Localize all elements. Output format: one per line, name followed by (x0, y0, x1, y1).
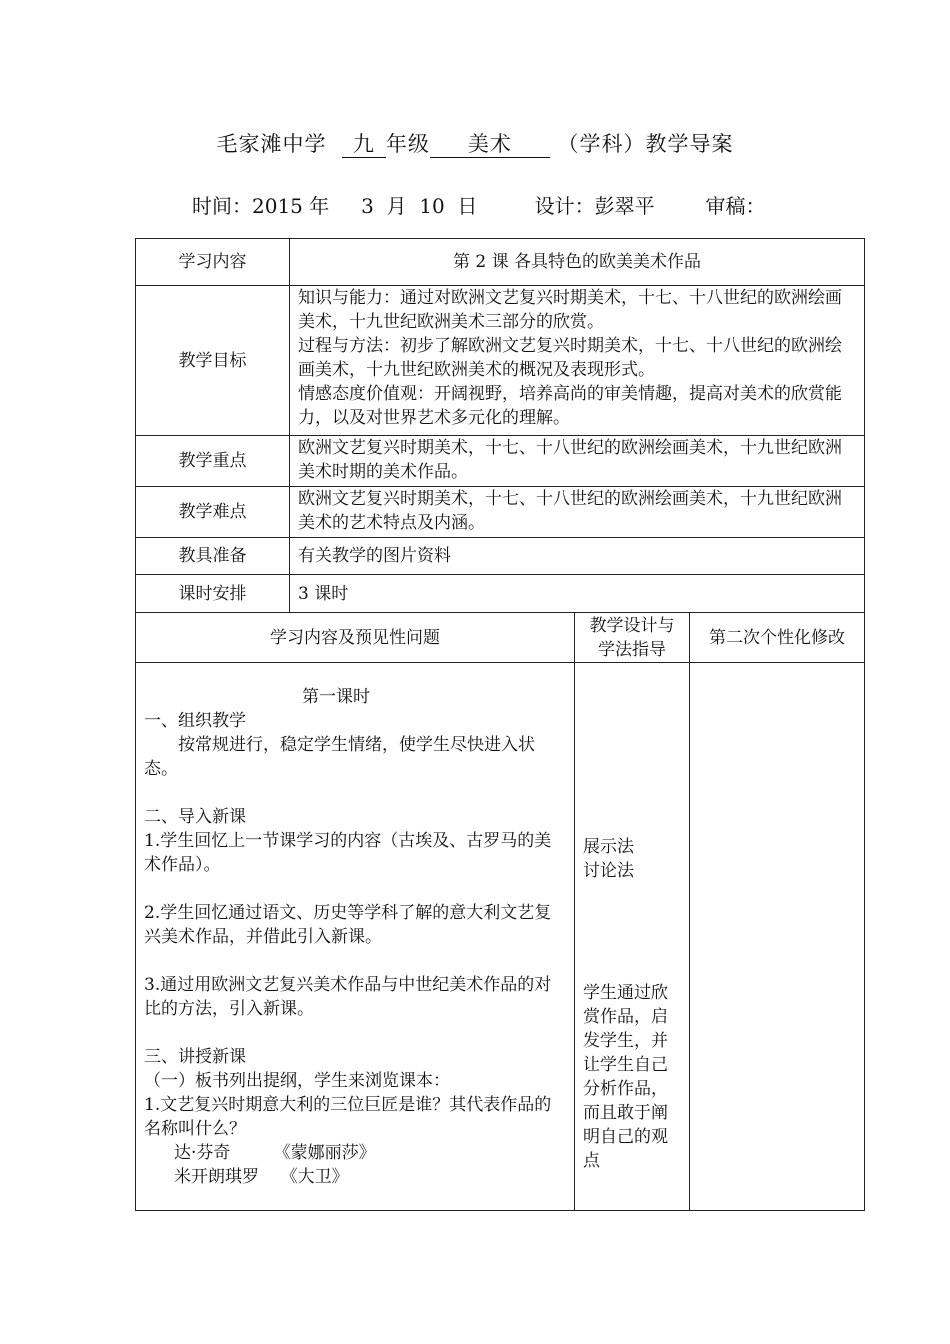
key-value: 欧洲文艺复兴时期美术，十七、十八世纪的欧洲绘画美术，十九世纪欧洲美术时期的美术作品。 (290, 436, 865, 487)
row-tools (136, 538, 865, 575)
content-value: 第 2 课 各具特色的欧美美术作品 (290, 239, 865, 286)
row-lesson-body (136, 663, 865, 1211)
section3-title: 三、讲授新课 (144, 1047, 246, 1067)
col2-header-line1: 教学设计与 (589, 615, 675, 636)
method-discussion: 讨论法 (583, 861, 634, 881)
goal-content (290, 286, 865, 436)
section3-subtitle: （一）板书列出提纲，学生来浏览课本： (144, 1071, 450, 1091)
guidance-note: 学生通过欣赏作品，启发学生，并让学生自己分析作品，而且敢于阐明自己的观点 (583, 983, 668, 1171)
col2-header-line2: 学法指导 (598, 639, 666, 660)
section1-title: 一、组织教学 (144, 711, 246, 731)
row-schedule (136, 575, 865, 613)
section2-title: 二、导入新课 (144, 807, 246, 827)
row-difficulty (136, 487, 865, 538)
col2-header (575, 613, 690, 663)
school-name: 毛家滩中学 (216, 132, 327, 156)
section2-item2: 2.学生回忆通过语文、历史等学科了解的意大利文艺复兴美术作品，并借此引入新课。 (144, 903, 552, 947)
difficulty-value: 欧洲文艺复兴时期美术，十七、十八世纪的欧洲绘画美术，十九世纪欧洲美术的艺术特点及内涵。 (290, 487, 865, 538)
year-unit: 年 (309, 194, 330, 218)
work-name: 《大卫》 (280, 1167, 349, 1187)
row-key (136, 436, 865, 487)
col3-header: 第二次个性化修改 (690, 613, 865, 663)
designer-label: 设计： (534, 194, 595, 218)
time-label: 时间： (192, 194, 252, 218)
grade-value: 九 (342, 131, 386, 158)
month-value: 3 (361, 194, 374, 218)
goal-process: 过程与方法：初步了解欧洲文艺复兴时期美术，十七、十八世纪的欧洲绘画美术，十九世纪欧洲美术的概况及表现形式。 (298, 336, 842, 380)
content-label: 学习内容 (136, 239, 290, 286)
day-unit: 日 (457, 194, 478, 218)
tools-label: 教具准备 (136, 538, 290, 575)
lesson-plan-table (135, 238, 865, 1211)
row-goals (136, 286, 865, 436)
title-suffix: （学科）教学导案 (557, 132, 734, 156)
designer-value: 彭翠平 (594, 194, 655, 218)
row-content (136, 239, 865, 286)
artist-name: 米开朗琪罗 (174, 1167, 259, 1187)
lesson-content-cell (136, 663, 575, 1211)
work-name: 《蒙娜丽莎》 (273, 1143, 376, 1163)
method-demo: 展示法 (583, 837, 634, 857)
month-unit: 月 (386, 194, 407, 218)
schedule-value: 3 课时 (290, 575, 865, 613)
difficulty-label: 教学难点 (136, 487, 290, 538)
tools-value: 有关教学的图片资料 (290, 538, 865, 575)
reviewer-label: 审稿： (705, 194, 766, 218)
goal-label: 教学目标 (136, 286, 290, 436)
revision-cell (690, 663, 865, 1211)
section1-text: 按常规进行，稳定学生情绪，使学生尽快进入状态。 (144, 735, 535, 779)
key-label: 教学重点 (136, 436, 290, 487)
col1-header: 学习内容及预见性问题 (136, 613, 575, 663)
section2-item1: 1.学生回忆上一节课学习的内容（古埃及、古罗马的美术作品）。 (144, 831, 552, 875)
work-item (144, 1141, 568, 1165)
work-item (144, 1165, 568, 1189)
subject-value: 美术 (430, 131, 550, 158)
year-value: 2015 (252, 194, 303, 218)
day-value: 10 (419, 194, 445, 218)
section3-question1: 1.文艺复兴时期意大利的三位巨匠是谁？其代表作品的名称叫什么？ (144, 1095, 552, 1139)
section2-item3: 3.通过用欧洲文艺复兴美术作品与中世纪美术作品的对比的方法，引入新课。 (144, 975, 552, 1019)
guidance-cell (575, 663, 690, 1211)
goal-emotion: 情感态度价值观：开阔视野，培养高尚的审美情趣，提高对美术的欣赏能力，以及对世界艺术多元化的理解。 (298, 384, 842, 428)
meta-line (192, 190, 765, 219)
goal-knowledge: 知识与能力：通过对欧洲文艺复兴时期美术，十七、十八世纪的欧洲绘画美术，十九世纪欧洲美术三部分的欣赏。 (298, 288, 842, 332)
schedule-label: 课时安排 (136, 575, 290, 613)
artist-name: 达·芬奇 (174, 1143, 231, 1163)
grade-suffix: 年级 (385, 132, 430, 156)
page-title (0, 128, 950, 158)
row-column-headers (136, 613, 865, 663)
lesson-heading: 第一课时 (302, 687, 370, 707)
